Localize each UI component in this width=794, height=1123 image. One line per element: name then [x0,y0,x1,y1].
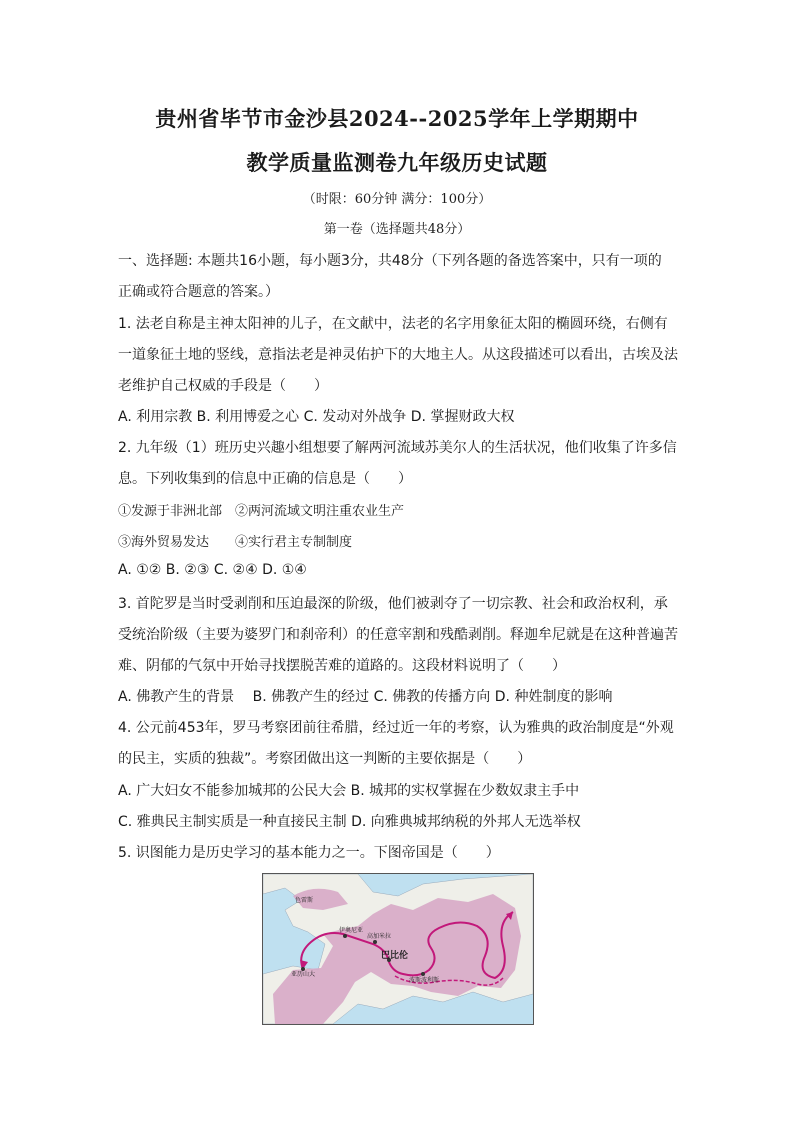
instruction-line: 一、选择题: 本题共16小题，每小题3分，共48分（下列各题的备选答案中，只有一项的 [118,253,662,269]
question-4-text: 的民主，实质的独裁”。考察团做出这一判断的主要依据是（ ） [118,751,532,767]
instruction-line: 正确或符合题意的答案。） [118,284,279,300]
question-1-text: 一道象征土地的竖线，意指法老是神灵佑护下的大地主人。从这段描述可以看出，古埃及法 [118,347,678,363]
gaugamela-label: 高加米拉 [367,933,392,940]
question-4-options: C. 雅典民主制实质是一种直接民主制 D. 向雅典城邦纳税的外邦人无选举权 [118,814,581,830]
exam-title-line2: 教学质量监测卷九年级历史试题 [246,150,548,175]
question-4-text: 4. 公元前453年，罗马考察团前往希腊，经过近一年的考察，认为雅典的政治制度是“外观 [118,720,674,736]
exam-title-line1: 贵州省毕节市金沙县2024--2025学年上学期期中 [155,106,639,131]
ionia-label: 伊奥尼亚 [339,927,364,934]
persepolis-label: 波斯波利斯 [409,977,440,984]
question-2-statements: ③海外贸易发达 ④实行君主专制制度 [118,535,353,550]
section-heading: 第一卷（选择题共48分） [323,222,471,237]
city-marker [421,972,425,976]
question-1-text: 老维护自己权威的手段是（ ） [118,378,328,394]
exam-info: （时限：60分钟 满分：100分） [302,192,492,207]
city-marker [343,934,347,938]
question-3-text: 3. 首陀罗是当时受剥削和压迫最深的阶级，他们被剥夺了一切宗教、社会和政治权利，承 [118,596,668,612]
question-3-text: 难、阴郁的气氛中开始寻找摆脱苦难的道路的。这段材料说明了（ ） [118,658,566,674]
alexandria-label: 亚历山大 [291,971,316,978]
question-5-text: 5. 识图能力是历史学习的基本能力之一。下图帝国是（ ） [118,845,500,861]
question-3-options: A. 佛教产生的背景 B. 佛教产生的经过 C. 佛教的传播方向 D. 种姓制度的影响 [118,689,613,705]
question-2-statements: ①发源于非洲北部 ②两河流域文明注重农业生产 [118,504,405,519]
question-1-text: 1. 法老自称是主神太阳神的儿子，在文献中，法老的名字用象征太阳的椭圆环绕，右侧有 [118,316,668,332]
question-4-options: A. 广大妇女不能参加城邦的公民大会 B. 城邦的实权掌握在少数奴隶主手中 [118,783,580,799]
question-2-text: 2. 九年级（1）班历史兴趣小组想要了解两河流域苏美尔人的生活状况，他们收集了许多信 [118,440,677,456]
question-2-text: 息。下列收集到的信息中正确的信息是（ ） [118,471,412,487]
question-3-text: 受统治阶级（主要为婆罗门和刹帝利）的任意宰割和残酷剥削。释迦牟尼就是在这种普遍苦 [118,627,678,643]
babylon-label: 巴比伦 [381,951,409,961]
thrace-label: 色雷斯 [295,897,314,904]
empire-map [262,873,534,1025]
city-marker [373,940,377,944]
question-1-options: A. 利用宗教 B. 利用博爱之心 C. 发动对外战争 D. 掌握财政大权 [118,409,515,425]
empire-map-svg [263,874,533,1024]
question-2-options: A. ①② B. ②③ C. ②④ D. ①④ [118,562,307,578]
